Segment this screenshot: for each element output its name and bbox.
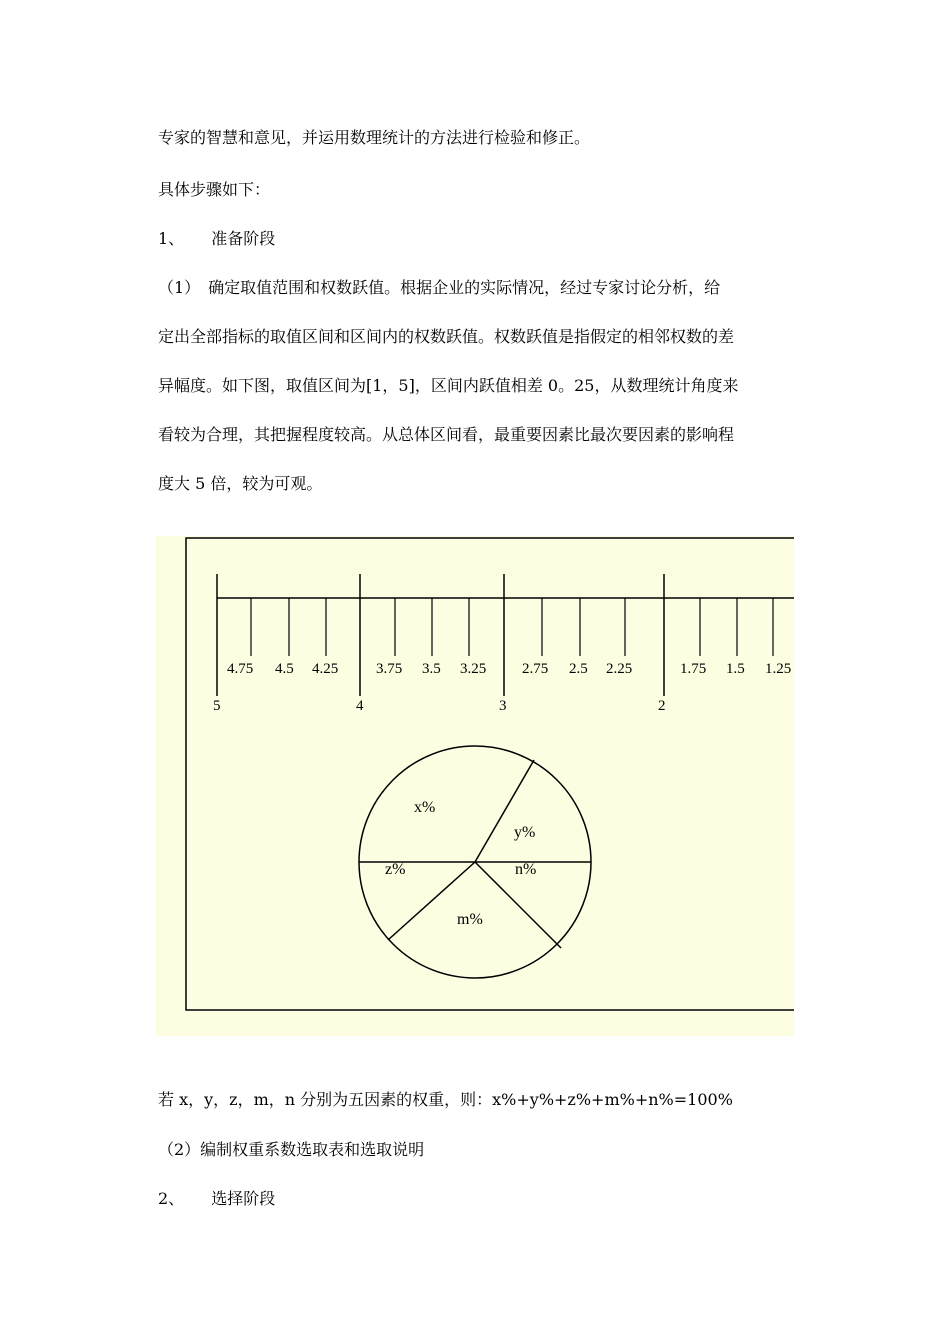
pie-label-z: z% <box>385 861 406 878</box>
minor-tick-label: 2.75 <box>522 661 549 677</box>
minor-tick-label: 1.5 <box>726 661 745 677</box>
formula-line: 若 x，y，z，m，n 分别为五因素的权重，则：x%+y%+z%+m%+n%=100% <box>158 1090 733 1109</box>
paragraph-row: 看较为合理，其把握程度较高。从总体区间看，最重要因素比最次要因素的影响程 <box>158 425 735 444</box>
minor-tick-label: 1.25 <box>765 661 792 677</box>
figure-canvas <box>156 536 794 1036</box>
pie-label-x: x% <box>414 799 436 816</box>
figure-frame <box>186 538 794 1010</box>
paragraph-row: （1） 确定取值范围和权数跃值。根据企业的实际情况，经过专家讨论分析，给 <box>158 278 721 297</box>
minor-tick-label: 3.5 <box>422 661 441 677</box>
heading-stage-2 <box>158 1189 275 1209</box>
pie-divider <box>475 760 534 862</box>
minor-tick-label: 4.75 <box>227 661 254 677</box>
pie-label-y: y% <box>514 824 536 841</box>
pie-label-m: m% <box>457 911 483 928</box>
minor-tick-label: 1.75 <box>680 661 707 677</box>
heading-text: 选择阶段 <box>211 1189 276 1208</box>
paragraph-weights <box>158 278 794 508</box>
heading-text: 准备阶段 <box>211 229 276 248</box>
minor-tick-label: 3.25 <box>460 661 487 677</box>
heading-stage-1 <box>158 229 275 249</box>
minor-tick-label: 4.5 <box>275 661 294 677</box>
major-tick-label: 4 <box>356 698 364 714</box>
minor-tick-label: 2.25 <box>606 661 633 677</box>
text-line-1: 专家的智慧和意见，并运用数理统计的方法进行检验和修正。 <box>158 128 591 147</box>
paragraph-row: 度大 5 倍，较为可观。 <box>158 474 323 493</box>
pie-label-n: n% <box>515 861 537 878</box>
heading-number: 1、 <box>158 229 185 248</box>
major-tick-label: 3 <box>499 698 507 714</box>
paragraph-row: 定出全部指标的取值区间和区间内的权数跃值。权数跃值是指假定的相邻权数的差 <box>158 327 735 346</box>
minor-tick-label: 3.75 <box>376 661 403 677</box>
major-tick-label: 5 <box>213 698 221 714</box>
heading-number: 2、 <box>158 1189 185 1208</box>
step-2-line: （2）编制权重系数选取表和选取说明 <box>158 1140 425 1159</box>
major-tick-label: 2 <box>658 698 666 714</box>
minor-tick-label: 2.5 <box>569 661 588 677</box>
weight-scale-figure <box>156 536 794 1036</box>
minor-tick-label: 4.25 <box>312 661 339 677</box>
text-line-2: 具体步骤如下： <box>158 180 271 199</box>
paragraph-row: 异幅度。如下图，取值区间为[1，5]，区间内跃值相差 0。25，从数理统计角度来 <box>158 376 739 395</box>
